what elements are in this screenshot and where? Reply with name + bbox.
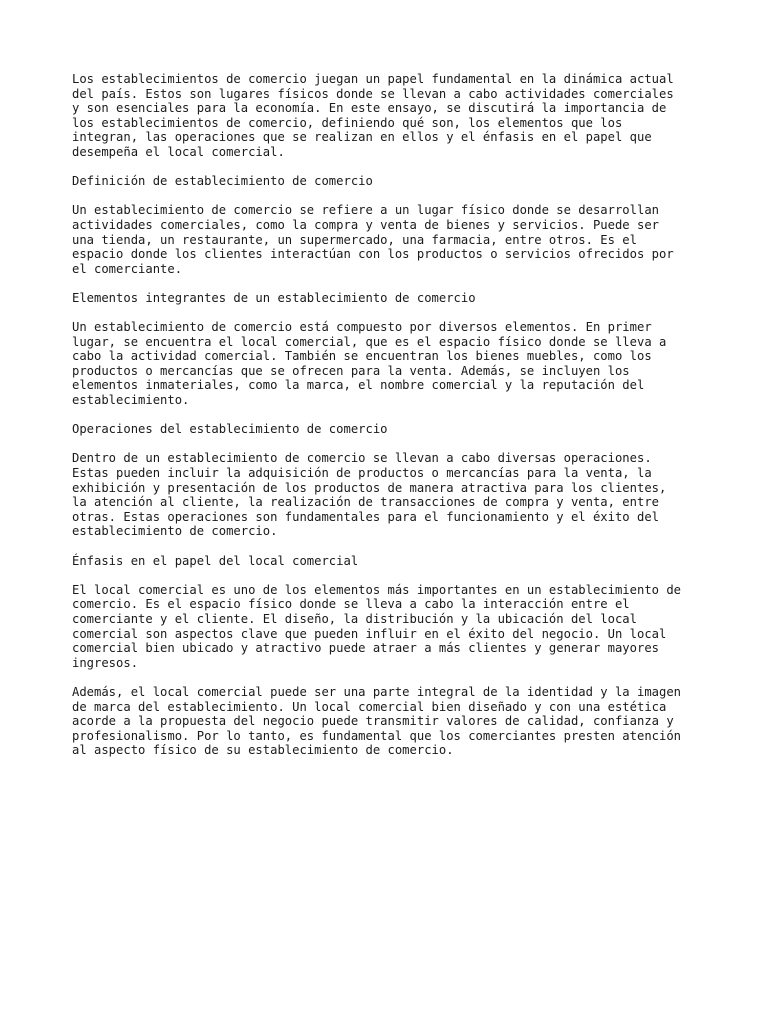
section-paragraph-elementos: Un establecimiento de comercio está compuesto por diversos elementos. En primer lugar, se encuentra el local comercial, que es el espacio físico donde se lleva a cabo la actividad comercial. También se encuentran los bienes muebles, como los productos o mercancías que se ofrecen para la venta. Además, se incluyen los elementos inmateriales, como la marca, el nombre comercial y la reputación del establecimiento. xyxy=(72,320,667,408)
intro-paragraph: Los establecimientos de comercio juegan un papel fundamental en la dinámica actual del país. Estos son lugares físicos donde se llevan a cabo actividades comerciales y son esenciales para la economía. En este ensayo, se discutirá la importancia de los establecimientos de comercio, definiendo qué son, los elementos que los integran, las operaciones que se realizan en ellos y el énfasis en el papel que desempeña el local comercial. xyxy=(72,72,674,159)
section-heading-operaciones: Operaciones del establecimiento de comercio xyxy=(72,422,388,437)
section-paragraph-local-comercial-1: El local comercial es uno de los elementos más importantes en un establecimiento de comercio. Es el espacio físico donde se lleva a cabo la interacción entre el comerciante y el cliente. El diseño, la distribución y la ubicación del local comercial son aspectos clave que pueden influir en el éxito del negocio. Un local comercial bien ubicado y atractivo puede atraer a más clientes y generar mayores ingresos. xyxy=(72,582,682,670)
section-heading-local-comercial: Énfasis en el papel del local comercial xyxy=(72,553,359,568)
section-paragraph-local-comercial-2: Además, el local comercial puede ser una parte integral de la identidad y la imagen de marca del establecimiento. Un local comercial bien diseñado y con una estética acorde a la propuesta del negocio puede transmitir valores de calidad, confianza y profesionalismo. Por lo tanto, es fundamental que los comerciantes presten atención al aspecto físico de su establecimiento de comercio. xyxy=(72,684,682,758)
document-page xyxy=(72,72,712,773)
section-paragraph-definicion: Un establecimiento de comercio se refiere a un lugar físico donde se desarrollan actividades comerciales, como la compra y venta de bienes y servicios. Puede ser una tienda, un restaurante, un supermercado, una farmacia, entre otros. Es el espacio donde los clientes interactúan con los productos o servicios ofrecidos por el comerciante. xyxy=(72,203,674,276)
section-heading-elementos: Elementos integrantes de un establecimiento de comercio xyxy=(72,290,476,305)
section-paragraph-operaciones: Dentro de un establecimiento de comercio se llevan a cabo diversas operaciones. Estas pueden incluir la adquisición de productos o mercancías para la venta, la exhibición y presentación de los productos de manera atractiva para los clientes, la atención al cliente, la realización de transacciones de compra y venta, entre otras. Estas operaciones son fundamentales para el funcionamiento y el éxito del establecimiento de comercio. xyxy=(72,451,667,539)
section-heading-definicion: Definición de establecimiento de comercio xyxy=(72,174,373,189)
